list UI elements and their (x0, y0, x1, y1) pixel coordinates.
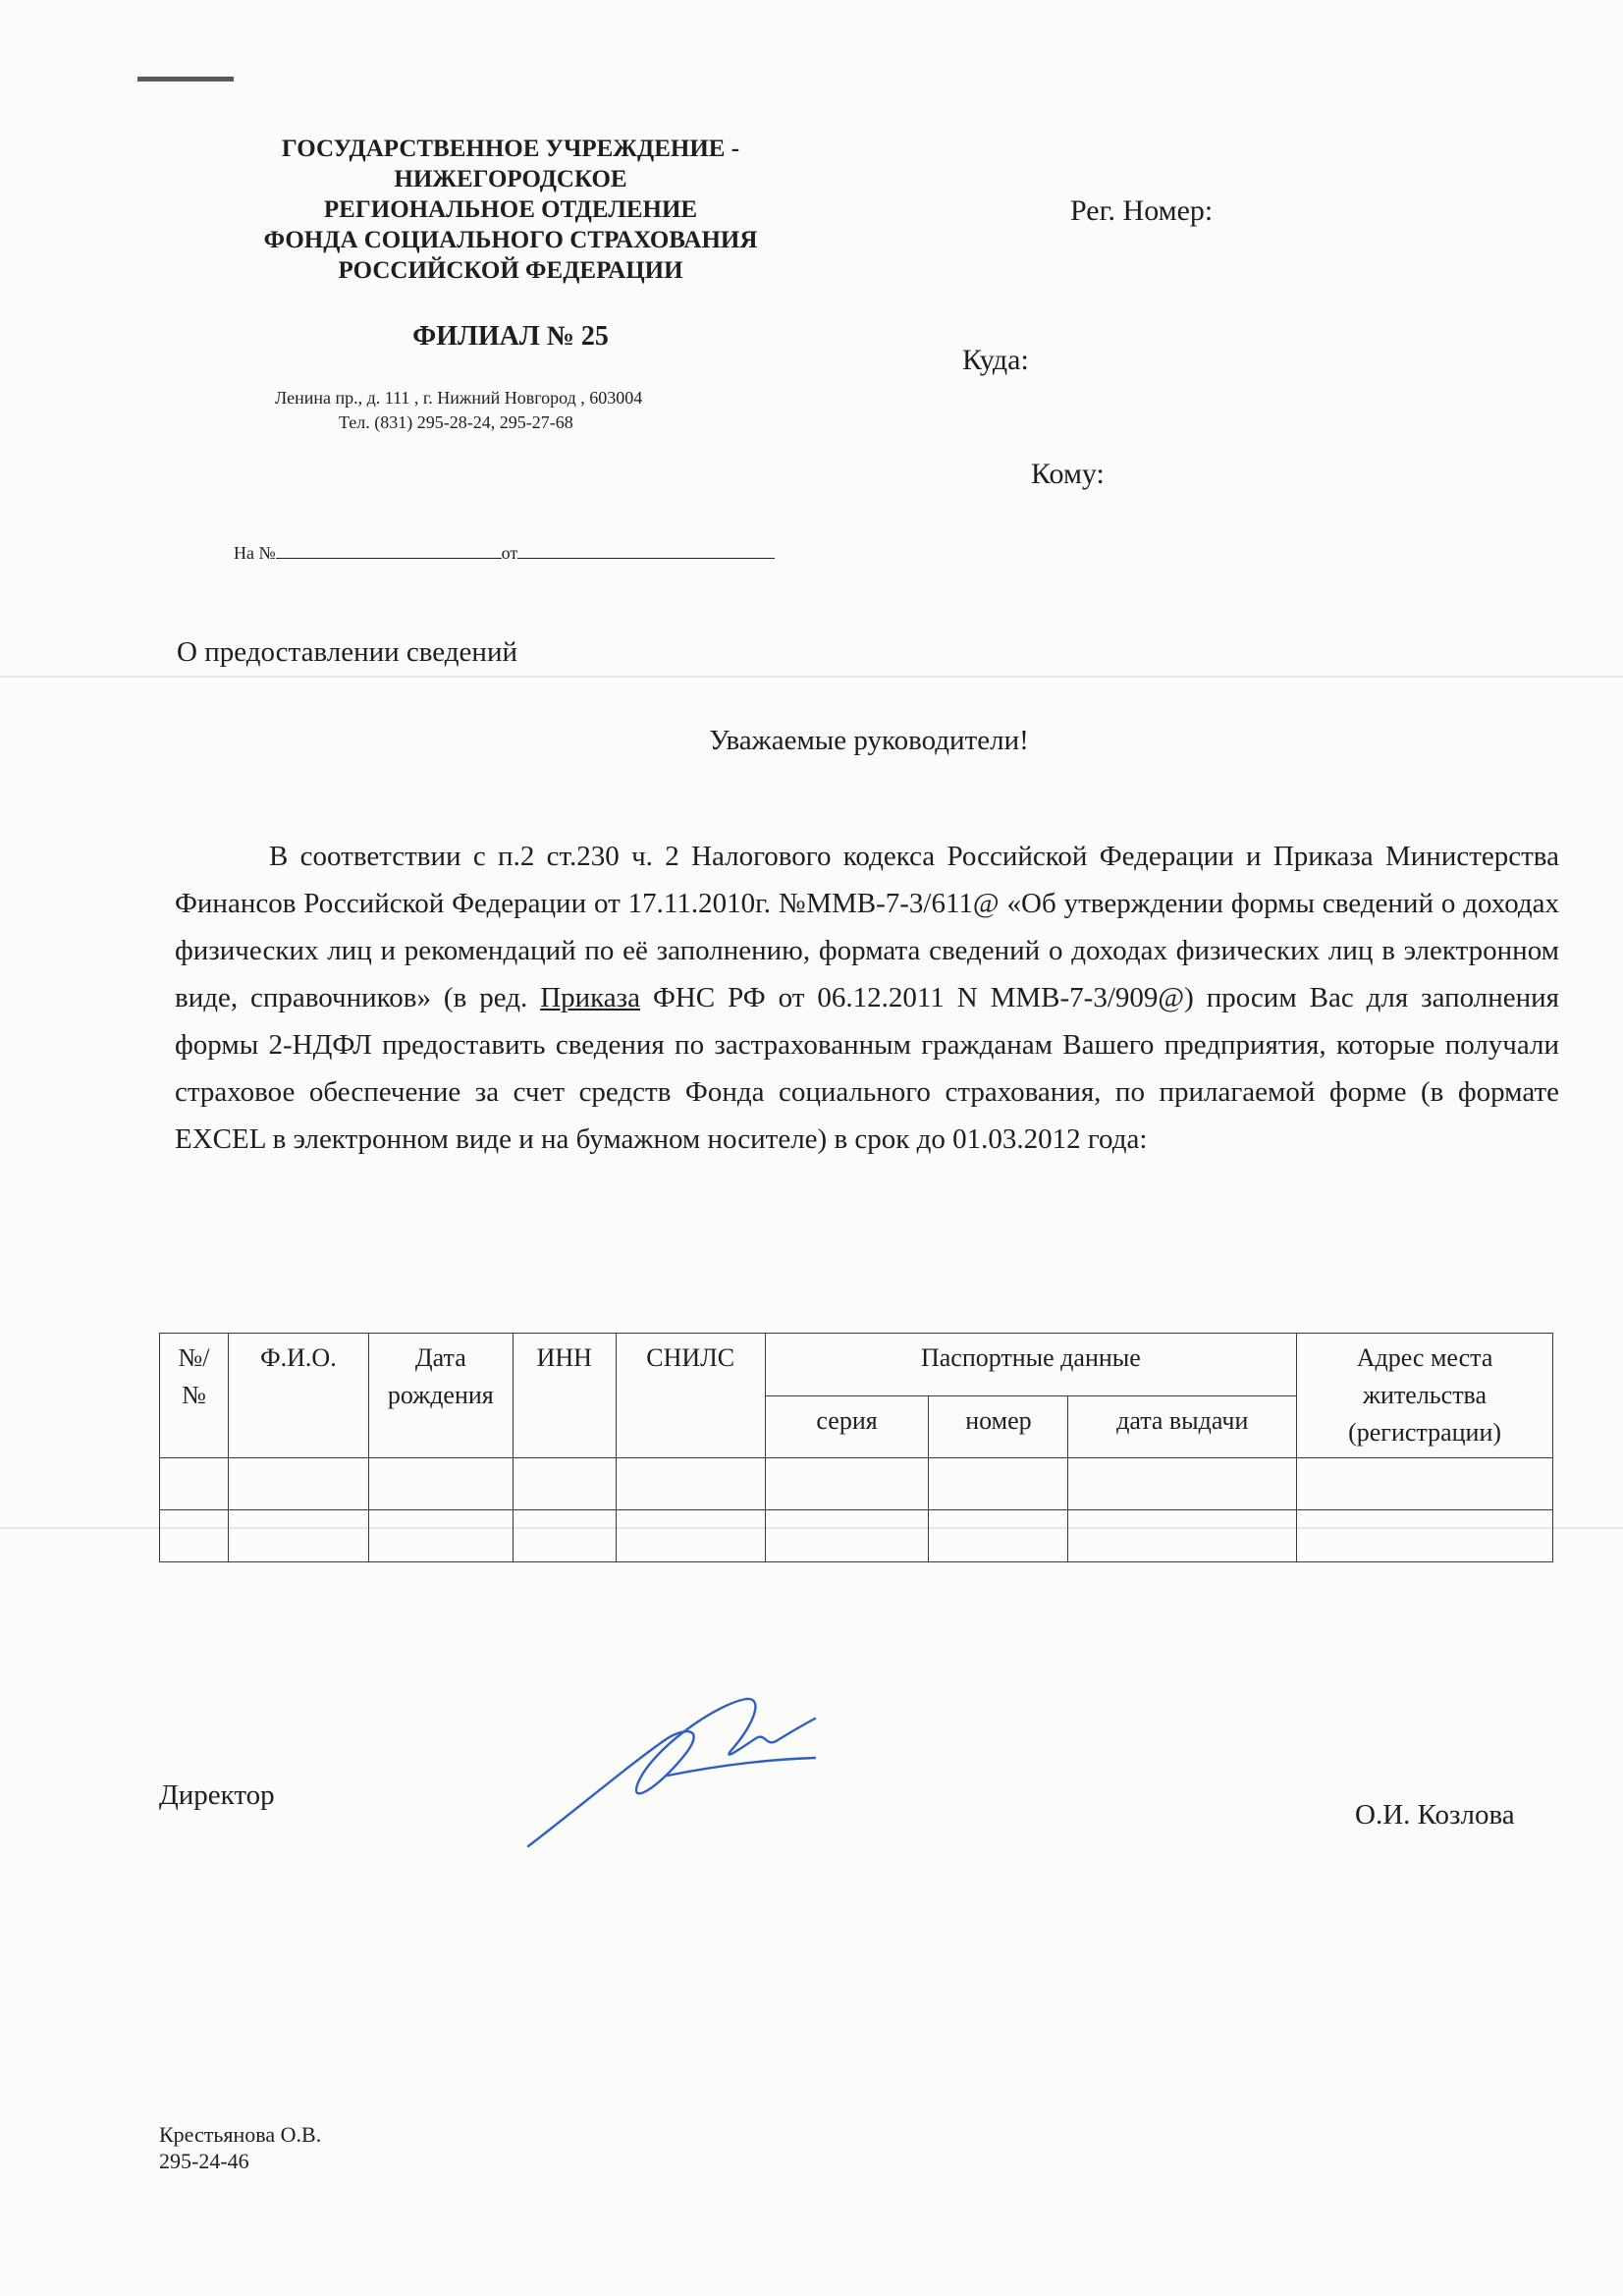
executor-name: Крестьянова О.В. (159, 2122, 322, 2147)
signatory-role: Директор (159, 1779, 275, 1811)
table-cell (513, 1510, 616, 1562)
header-birth-date: Дата рождения (368, 1334, 513, 1458)
greeting: Уважаемые руководители! (709, 725, 1029, 756)
table-cell (616, 1458, 765, 1510)
org-line: РЕГИОНАЛЬНОЕ ОТДЕЛЕНИЕ (323, 196, 698, 223)
header-number: №/ № (160, 1334, 229, 1458)
table-cell (228, 1510, 368, 1562)
table-cell (765, 1510, 929, 1562)
executor-phone: 295-24-46 (159, 2149, 249, 2173)
header-issue-date: дата выдачи (1068, 1395, 1297, 1458)
reference-line (234, 540, 775, 564)
org-line: ГОСУДАРСТВЕННОЕ УЧРЕЖДЕНИЕ - (281, 136, 740, 162)
table-cell (1297, 1458, 1553, 1510)
where-label: Куда: (962, 344, 1029, 376)
org-line: РОССИЙСКОЙ ФЕДЕРАЦИИ (338, 257, 683, 284)
header-passport: Паспортные данные (765, 1334, 1296, 1396)
table-cell (616, 1510, 765, 1562)
table-cell (1068, 1510, 1297, 1562)
paper-fold-line (0, 676, 1623, 678)
order-link: Приказа (540, 982, 640, 1013)
table-cell (368, 1510, 513, 1562)
branch-address: Ленина пр., д. 111 , г. Нижний Новгород , 603004 (275, 388, 643, 408)
table-cell (929, 1510, 1068, 1562)
signatory-name: О.И. Козлова (1355, 1799, 1515, 1831)
body-text-part-2: ФНС РФ от 06.12.2011 N ММВ-7-3/909@) просим Вас для заполнения формы 2-НДФЛ предоставить сведения по застрахованным гражданам Вашего предприятия, которые получали страховое обеспечение за счет средств Фонда социального страхования, по прилагаемой форме (в формате EXCEL в электронном виде и на бумажном носителе) в срок до 01.03.2012 года: (175, 982, 1560, 1155)
table-cell (513, 1458, 616, 1510)
to-label: Кому: (1031, 458, 1105, 490)
reg-number-label: Рег. Номер: (1070, 194, 1214, 227)
header-series: серия (765, 1395, 929, 1458)
body-text-part-1: В соответствии с п.2 ст.230 ч. 2 Налогового кодекса Российской Федерации и Приказа Министерства Финансов Российской Федерации от 17.11.2010г. №ММВ-7-3/611@ «Об утверждении формы сведений о доходах физических лиц и рекомендаций по её заполнению, формата сведений о доходах физических лиц в электронном виде, справочников» (в ред. (175, 841, 1559, 1013)
table-cell (368, 1458, 513, 1510)
table-cell (1068, 1458, 1297, 1510)
table-header-row (160, 1334, 1553, 1396)
header-address: Адрес места жительства (регистрации) (1297, 1334, 1553, 1458)
table-cell (929, 1458, 1068, 1510)
signature-stroke (528, 1699, 815, 1846)
data-form-table (159, 1333, 1553, 1562)
header-inn: ИНН (513, 1334, 616, 1458)
org-line: ФОНДА СОЦИАЛЬНОГО СТРАХОВАНИЯ (263, 227, 758, 253)
ref-date-label: от (501, 543, 518, 563)
table-cell (765, 1458, 929, 1510)
table-row (160, 1458, 1553, 1510)
table-cell (160, 1510, 229, 1562)
header-fio: Ф.И.О. (228, 1334, 368, 1458)
organization-name (196, 134, 825, 286)
header-snils: СНИЛС (616, 1334, 765, 1458)
branch-phone: Тел. (831) 295-28-24, 295-27-68 (339, 412, 573, 432)
table-row (160, 1510, 1553, 1562)
header-passport-number: номер (929, 1395, 1068, 1458)
ref-number-blank (276, 540, 502, 559)
table-cell (1297, 1510, 1553, 1562)
executor-block (159, 2121, 321, 2174)
ref-date-blank (517, 540, 775, 559)
pen-mark (137, 77, 234, 82)
branch-title: ФИЛИАЛ № 25 (412, 321, 609, 352)
ref-number-label: На № (234, 543, 276, 563)
handwritten-signature (520, 1689, 835, 1856)
org-line: НИЖЕГОРОДСКОЕ (394, 166, 627, 192)
table-cell (228, 1458, 368, 1510)
table-cell (160, 1458, 229, 1510)
letter-body (175, 833, 1559, 1163)
letter-subject: О предоставлении сведений (177, 636, 517, 668)
